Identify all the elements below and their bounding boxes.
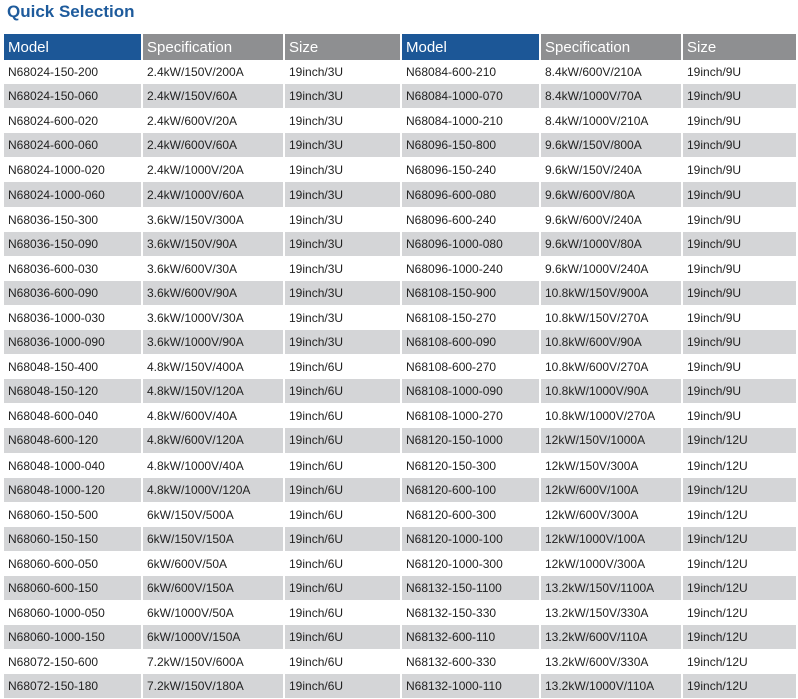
model-cell: N68060-600-050 [4, 551, 142, 576]
specification-cell: 12kW/1000V/300A [540, 551, 682, 576]
model-cell: N68024-150-200 [4, 60, 142, 84]
model-cell: N68120-1000-300 [402, 551, 540, 576]
table-row [402, 158, 796, 183]
specification-cell: 4.8kW/150V/120A [142, 379, 284, 404]
size-cell: 19inch/3U [284, 60, 400, 84]
table-row [402, 502, 796, 527]
model-cell: N68132-600-330 [402, 650, 540, 675]
size-cell: 19inch/6U [284, 674, 400, 699]
specification-cell: 7.2kW/150V/600A [142, 650, 284, 675]
model-cell: N68036-1000-030 [4, 305, 142, 330]
specification-cell: 9.6kW/1000V/240A [540, 256, 682, 281]
table-row [4, 133, 400, 158]
model-column-header: Model [402, 34, 540, 60]
table-row [4, 576, 400, 601]
size-cell: 19inch/9U [682, 158, 796, 183]
size-cell: 19inch/12U [682, 576, 796, 601]
table-row [402, 355, 796, 380]
size-cell: 19inch/9U [682, 330, 796, 355]
specification-cell: 9.6kW/600V/80A [540, 182, 682, 207]
table-row [402, 551, 796, 576]
model-cell: N68096-1000-240 [402, 256, 540, 281]
specification-cell: 13.2kW/1000V/110A [540, 674, 682, 699]
table-row [4, 182, 400, 207]
model-cell: N68096-1000-080 [402, 232, 540, 257]
specification-cell: 2.4kW/600V/60A [142, 133, 284, 158]
table-row [4, 650, 400, 675]
specification-column-header: Specification [142, 34, 284, 60]
selection-table-right [402, 34, 796, 699]
table-row [4, 453, 400, 478]
table-row [402, 256, 796, 281]
size-cell: 19inch/9U [682, 379, 796, 404]
model-cell: N68084-1000-070 [402, 84, 540, 109]
specification-cell: 8.4kW/1000V/210A [540, 109, 682, 134]
specification-cell: 7.2kW/150V/180A [142, 674, 284, 699]
model-cell: N68048-150-400 [4, 355, 142, 380]
specification-cell: 2.4kW/600V/20A [142, 109, 284, 134]
size-cell: 19inch/9U [682, 109, 796, 134]
table-row [4, 330, 400, 355]
model-cell: N68024-150-060 [4, 84, 142, 109]
model-cell: N68060-150-150 [4, 527, 142, 552]
size-cell: 19inch/9U [682, 60, 796, 84]
size-cell: 19inch/6U [284, 650, 400, 675]
table-row [402, 379, 796, 404]
size-cell: 19inch/3U [284, 281, 400, 306]
size-cell: 19inch/9U [682, 256, 796, 281]
specification-cell: 3.6kW/600V/30A [142, 256, 284, 281]
size-cell: 19inch/3U [284, 330, 400, 355]
size-cell: 19inch/12U [682, 601, 796, 626]
size-column-header: Size [682, 34, 796, 60]
specification-cell: 3.6kW/1000V/30A [142, 305, 284, 330]
size-cell: 19inch/9U [682, 207, 796, 232]
table-row [4, 601, 400, 626]
table-row [4, 256, 400, 281]
model-cell: N68072-150-600 [4, 650, 142, 675]
model-cell: N68048-1000-040 [4, 453, 142, 478]
model-cell: N68108-600-270 [402, 355, 540, 380]
specification-cell: 9.6kW/1000V/80A [540, 232, 682, 257]
size-cell: 19inch/12U [682, 674, 796, 699]
specification-cell: 2.4kW/1000V/20A [142, 158, 284, 183]
size-cell: 19inch/12U [682, 551, 796, 576]
size-cell: 19inch/12U [682, 625, 796, 650]
table-row [4, 527, 400, 552]
size-cell: 19inch/3U [284, 84, 400, 109]
model-cell: N68120-600-100 [402, 478, 540, 503]
table-row [402, 453, 796, 478]
table-row [402, 404, 796, 429]
model-cell: N68024-1000-060 [4, 182, 142, 207]
table-row [402, 527, 796, 552]
model-cell: N68036-600-090 [4, 281, 142, 306]
size-cell: 19inch/9U [682, 281, 796, 306]
size-cell: 19inch/3U [284, 182, 400, 207]
size-cell: 19inch/9U [682, 305, 796, 330]
table-row [402, 182, 796, 207]
specification-cell: 12kW/600V/100A [540, 478, 682, 503]
model-cell: N68108-150-270 [402, 305, 540, 330]
table-row [402, 305, 796, 330]
table-row [402, 281, 796, 306]
table-row [402, 232, 796, 257]
specification-cell: 10.8kW/1000V/90A [540, 379, 682, 404]
table-row [4, 478, 400, 503]
specification-cell: 12kW/600V/300A [540, 502, 682, 527]
table-row [4, 379, 400, 404]
specification-cell: 12kW/1000V/100A [540, 527, 682, 552]
table-row [402, 60, 796, 84]
specification-cell: 6kW/600V/150A [142, 576, 284, 601]
size-cell: 19inch/3U [284, 256, 400, 281]
size-cell: 19inch/6U [284, 625, 400, 650]
table-row [4, 60, 400, 84]
specification-cell: 8.4kW/600V/210A [540, 60, 682, 84]
size-cell: 19inch/9U [682, 133, 796, 158]
specification-cell: 6kW/1000V/150A [142, 625, 284, 650]
specification-cell: 12kW/150V/300A [540, 453, 682, 478]
quick-selection-tables [4, 34, 798, 694]
size-cell: 19inch/6U [284, 527, 400, 552]
size-cell: 19inch/6U [284, 404, 400, 429]
table-row [402, 576, 796, 601]
table-row [4, 305, 400, 330]
specification-cell: 13.2kW/150V/330A [540, 601, 682, 626]
size-cell: 19inch/9U [682, 355, 796, 380]
model-cell: N68096-600-240 [402, 207, 540, 232]
table-body [4, 60, 400, 699]
size-cell: 19inch/6U [284, 502, 400, 527]
specification-cell: 3.6kW/600V/90A [142, 281, 284, 306]
specification-cell: 3.6kW/1000V/90A [142, 330, 284, 355]
table-row [4, 84, 400, 109]
model-cell: N68060-1000-150 [4, 625, 142, 650]
model-cell: N68060-600-150 [4, 576, 142, 601]
specification-cell: 13.2kW/600V/330A [540, 650, 682, 675]
specification-cell: 4.8kW/150V/400A [142, 355, 284, 380]
table-row [4, 551, 400, 576]
size-column-header: Size [284, 34, 400, 60]
specification-cell: 9.6kW/600V/240A [540, 207, 682, 232]
table-row [4, 404, 400, 429]
model-cell: N68036-150-300 [4, 207, 142, 232]
specification-cell: 10.8kW/150V/900A [540, 281, 682, 306]
model-cell: N68120-150-1000 [402, 428, 540, 453]
model-cell: N68120-150-300 [402, 453, 540, 478]
specification-cell: 8.4kW/1000V/70A [540, 84, 682, 109]
size-cell: 19inch/6U [284, 379, 400, 404]
specification-cell: 3.6kW/150V/90A [142, 232, 284, 257]
model-cell: N68084-600-210 [402, 60, 540, 84]
size-cell: 19inch/12U [682, 527, 796, 552]
specification-cell: 6kW/1000V/50A [142, 601, 284, 626]
table-row [402, 601, 796, 626]
model-cell: N68108-150-900 [402, 281, 540, 306]
model-cell: N68132-600-110 [402, 625, 540, 650]
table-row [402, 428, 796, 453]
table-row [4, 207, 400, 232]
table-row [402, 625, 796, 650]
specification-cell: 13.2kW/600V/110A [540, 625, 682, 650]
table-body [402, 60, 796, 699]
table-header [402, 34, 796, 60]
size-cell: 19inch/9U [682, 182, 796, 207]
specification-cell: 10.8kW/150V/270A [540, 305, 682, 330]
model-cell: N68048-600-040 [4, 404, 142, 429]
size-cell: 19inch/3U [284, 207, 400, 232]
size-cell: 19inch/3U [284, 158, 400, 183]
size-cell: 19inch/6U [284, 601, 400, 626]
table-row [402, 84, 796, 109]
model-cell: N68024-600-060 [4, 133, 142, 158]
model-cell: N68048-1000-120 [4, 478, 142, 503]
table-row [402, 133, 796, 158]
size-cell: 19inch/6U [284, 478, 400, 503]
specification-cell: 2.4kW/1000V/60A [142, 182, 284, 207]
model-cell: N68036-150-090 [4, 232, 142, 257]
model-cell: N68132-150-1100 [402, 576, 540, 601]
specification-cell: 2.4kW/150V/60A [142, 84, 284, 109]
table-row [4, 625, 400, 650]
table-row [4, 428, 400, 453]
model-cell: N68120-1000-100 [402, 527, 540, 552]
model-cell: N68108-600-090 [402, 330, 540, 355]
table-row [402, 478, 796, 503]
specification-cell: 4.8kW/1000V/40A [142, 453, 284, 478]
specification-cell: 4.8kW/1000V/120A [142, 478, 284, 503]
size-cell: 19inch/12U [682, 428, 796, 453]
model-cell: N68060-150-500 [4, 502, 142, 527]
size-cell: 19inch/6U [284, 576, 400, 601]
model-cell: N68132-1000-110 [402, 674, 540, 699]
size-cell: 19inch/9U [682, 404, 796, 429]
specification-cell: 9.6kW/150V/800A [540, 133, 682, 158]
specification-cell: 6kW/150V/500A [142, 502, 284, 527]
size-cell: 19inch/9U [682, 232, 796, 257]
model-cell: N68036-600-030 [4, 256, 142, 281]
size-cell: 19inch/3U [284, 109, 400, 134]
specification-cell: 6kW/600V/50A [142, 551, 284, 576]
model-cell: N68084-1000-210 [402, 109, 540, 134]
table-row [4, 281, 400, 306]
specification-cell: 10.8kW/600V/270A [540, 355, 682, 380]
specification-cell: 4.8kW/600V/40A [142, 404, 284, 429]
specification-cell: 2.4kW/150V/200A [142, 60, 284, 84]
size-cell: 19inch/12U [682, 502, 796, 527]
model-cell: N68048-600-120 [4, 428, 142, 453]
specification-cell: 6kW/150V/150A [142, 527, 284, 552]
header-row [402, 34, 796, 60]
model-column-header: Model [4, 34, 142, 60]
table-header [4, 34, 400, 60]
model-cell: N68096-600-080 [402, 182, 540, 207]
model-cell: N68024-600-020 [4, 109, 142, 134]
specification-cell: 12kW/150V/1000A [540, 428, 682, 453]
table-row [402, 207, 796, 232]
size-cell: 19inch/3U [284, 232, 400, 257]
table-row [402, 650, 796, 675]
header-row [4, 34, 400, 60]
specification-cell: 3.6kW/150V/300A [142, 207, 284, 232]
size-cell: 19inch/6U [284, 428, 400, 453]
size-cell: 19inch/9U [682, 84, 796, 109]
table-row [4, 109, 400, 134]
selection-table-left [4, 34, 400, 699]
model-cell: N68060-1000-050 [4, 601, 142, 626]
specification-cell: 10.8kW/600V/90A [540, 330, 682, 355]
model-cell: N68096-150-800 [402, 133, 540, 158]
model-cell: N68048-150-120 [4, 379, 142, 404]
model-cell: N68036-1000-090 [4, 330, 142, 355]
table-row [4, 232, 400, 257]
specification-cell: 4.8kW/600V/120A [142, 428, 284, 453]
table-row [402, 330, 796, 355]
specification-cell: 9.6kW/150V/240A [540, 158, 682, 183]
size-cell: 19inch/12U [682, 478, 796, 503]
table-row [4, 158, 400, 183]
size-cell: 19inch/12U [682, 453, 796, 478]
size-cell: 19inch/6U [284, 453, 400, 478]
table-row [4, 502, 400, 527]
model-cell: N68120-600-300 [402, 502, 540, 527]
size-cell: 19inch/6U [284, 551, 400, 576]
model-cell: N68096-150-240 [402, 158, 540, 183]
page-title: Quick Selection [7, 2, 135, 21]
model-cell: N68072-150-180 [4, 674, 142, 699]
model-cell: N68132-150-330 [402, 601, 540, 626]
table-row [4, 355, 400, 380]
specification-column-header: Specification [540, 34, 682, 60]
specification-cell: 13.2kW/150V/1100A [540, 576, 682, 601]
specification-cell: 10.8kW/1000V/270A [540, 404, 682, 429]
size-cell: 19inch/12U [682, 650, 796, 675]
table-row [402, 109, 796, 134]
model-cell: N68108-1000-270 [402, 404, 540, 429]
size-cell: 19inch/3U [284, 133, 400, 158]
model-cell: N68108-1000-090 [402, 379, 540, 404]
size-cell: 19inch/6U [284, 355, 400, 380]
size-cell: 19inch/3U [284, 305, 400, 330]
model-cell: N68024-1000-020 [4, 158, 142, 183]
